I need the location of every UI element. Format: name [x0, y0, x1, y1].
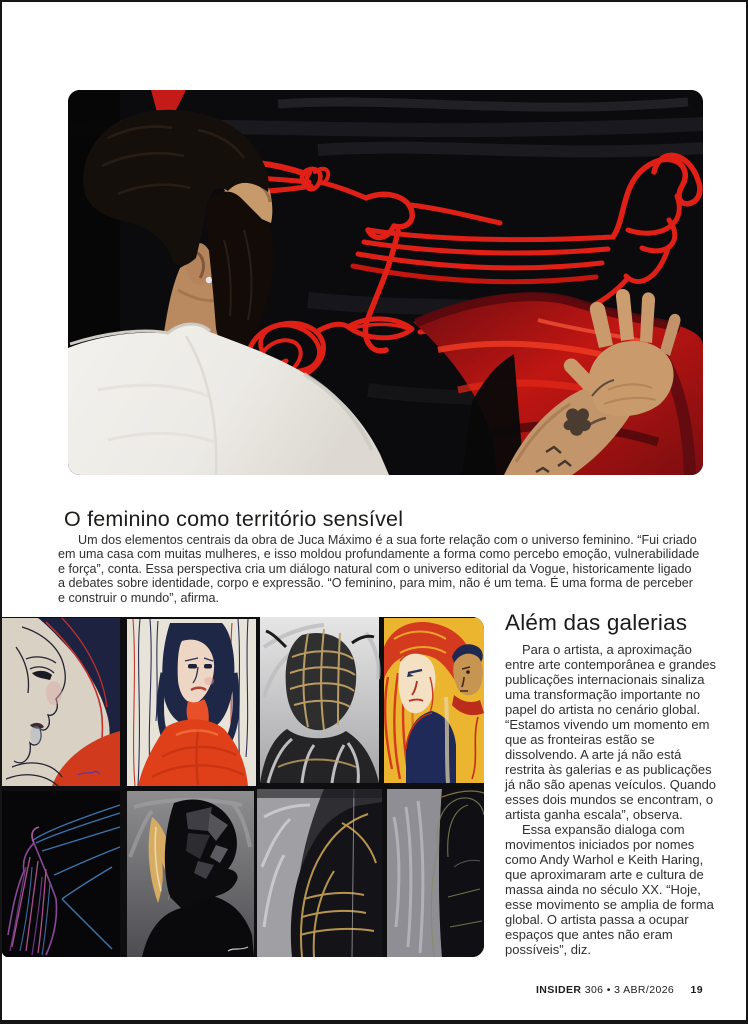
page-footer — [448, 984, 703, 996]
footer-issue-date: 306 • 3 ABR/2026 — [584, 984, 675, 996]
gallery-photo-paintings-grid — [2, 617, 484, 957]
footer-page-number: 19 — [690, 984, 703, 996]
hero-photo-illustration — [68, 90, 703, 475]
painting-gold-contour-figure — [257, 789, 382, 957]
painting-thread-strands-dark — [2, 791, 120, 957]
section-paragraph-galerias-2: Essa expansão dialoga com movimentos iniciados por nomes como Andy Warhol e Keith Haring, que aproximaram arte e cultura de massa ainda no século XX. “Hoje, esse movimento se amplia de forma global. O artista passa a ocupar espaços que antes não eram possíveis”, diz. — [505, 822, 714, 957]
right-column — [505, 610, 720, 957]
painting-woman-lineart — [2, 618, 120, 786]
painting-yellow-two-faces — [384, 618, 484, 783]
painting-red-cloak-woman — [127, 619, 256, 786]
painting-foil-head — [127, 791, 254, 957]
hero-photo-artist-at-canvas — [68, 90, 703, 475]
footer-magazine-name: INSIDER — [535, 984, 582, 996]
section-paragraph-galerias-1: Para o artista, a aproximação entre arte contemporânea e grandes publicações internacionais sinaliza uma transformação importante no papel do artista no cenário global. “Estamos vivendo um momento em que as fronteiras estão se dissolvendo. A arte já não está restrita às galerias e as publicações já não são apenas veículos. Quando esses dois mundos se encontram, o artista ganha escala”, observa. — [505, 642, 717, 822]
painting-faint-outline-figure — [387, 789, 484, 957]
section-heading-feminino: O feminino como território sensível — [64, 507, 404, 532]
gallery-illustration — [2, 617, 484, 957]
section-paragraph-feminino: Um dos elementos centrais da obra de Juca Máximo é a sua forte relação com o universo feminino. “Fui criado em uma casa com muitas mulheres, e isso moldou profundamente a forma como percebo emoção, vulnerabilidade e força”, conta. Essa perspectiva cria um diálogo natural com o universo editorial da Vogue, historicamente ligado a debates sobre identidade, corpo e expressão. “O feminino, para mim, não é um tema. É uma forma de perceber e construir o mundo”, afirma. — [58, 532, 700, 605]
section-heading-galerias: Além das galerias — [505, 610, 688, 635]
painting-gold-grid-figure — [260, 617, 379, 783]
